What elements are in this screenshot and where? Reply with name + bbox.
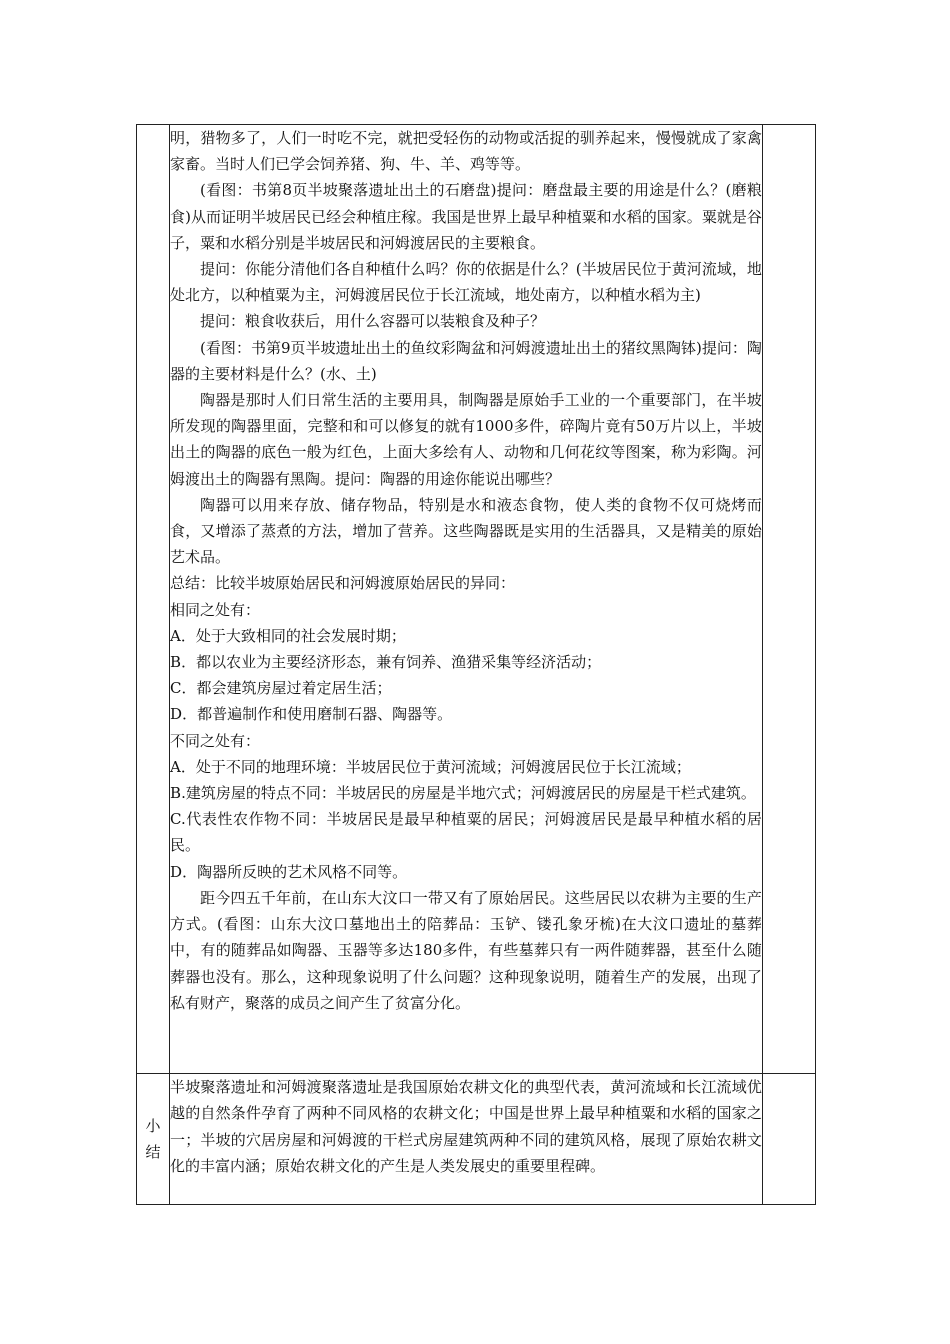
list-item-difference-d: D．陶器所反映的艺术风格不同等。 xyxy=(170,862,408,881)
paragraph-container-question: 提问：粮食收获后，用什么容器可以装粮食及种子？ xyxy=(200,312,546,331)
lesson-content-row xyxy=(137,125,816,1074)
list-item-similarity-a: A．处于大致相同的社会发展时期； xyxy=(170,626,406,645)
paragraph-millstone: (看图：书第8页半坡聚落遗址出土的石磨盘)提问：磨盘最主要的用途是什么？(磨粮食)从而证明半坡居民已经会种植庄稼。我国是世界上最早种植粟和水稻的国家。粟就是谷子，粟和水稻分别是半坡居民和河姆渡居民的主要粮食。 xyxy=(170,181,762,252)
summary-text: 半坡聚落遗址和河姆渡聚落遗址是我国原始农耕文化的典型代表，黄河流域和长江流域优越的自然条件孕育了两种不同风格的农耕文化；中国是世界上最早种植粟和水稻的国家之一；半坡的穴居房屋和河姆渡的干栏式房屋建筑两种不同的建筑风格，展现了原始农耕文化的丰富内涵；原始农耕文化的产生是人类发展史的重要里程碑。 xyxy=(170,1078,762,1176)
notes-cell-empty xyxy=(762,125,815,1074)
summary-row xyxy=(137,1074,816,1205)
paragraph-similarities-heading: 相同之处有： xyxy=(170,600,261,619)
paragraph-pottery-uses: 陶器可以用来存放、储存物品，特别是水和液态食物，使人类的食物不仅可烧烤而食，又增添了蒸煮的方法，增加了营养。这些陶器既是实用的生活器具，又是精美的原始艺术品。 xyxy=(170,495,762,567)
paragraph-crops-question: 提问：你能分清他们各自种植什么吗？你的依据是什么？(半坡居民位于黄河流域，地处北方，以种植粟为主，河姆渡居民位于长江流域，地处南方，以种植水稻为主) xyxy=(170,260,762,305)
summary-label-cell xyxy=(137,1074,170,1205)
summary-notes-cell-empty xyxy=(762,1074,815,1205)
summary-content-cell xyxy=(170,1074,763,1205)
list-item-similarity-d: D．都普遍制作和使用磨制石器、陶器等。 xyxy=(170,705,453,724)
lesson-content-cell xyxy=(170,125,763,1074)
paragraph-pottery-picture: (看图：书第9页半坡遗址出土的鱼纹彩陶盆和河姆渡遗址出土的猪纹黑陶钵)提问：陶器的主要材料是什么？(水、土) xyxy=(170,338,762,383)
paragraph-domestication: 明，猎物多了，人们一时吃不完，就把受轻伤的动物或活捉的驯养起来，慢慢就成了家禽家畜。当时人们已学会饲养猪、狗、牛、羊、鸡等等。 xyxy=(170,129,762,174)
list-item-difference-b: B.建筑房屋的特点不同：半坡居民的房屋是半地穴式；河姆渡居民的房屋是干栏式建筑。 xyxy=(170,784,756,803)
list-item-difference-c: C.代表性农作物不同：半坡居民是最早种植粟的居民；河姆渡居民是最早种植水稻的居民。 xyxy=(170,810,762,855)
list-item-similarity-c: C．都会建筑房屋过着定居生活； xyxy=(170,679,392,698)
summary-label-char-1: 小 xyxy=(145,1116,161,1135)
summary-label-char-2: 结 xyxy=(145,1143,161,1161)
list-item-similarity-b: B．都以农业为主要经济形态，兼有饲养、渔猎采集等经济活动； xyxy=(170,653,602,672)
paragraph-dawenkou: 距今四五千年前，在山东大汶口一带又有了原始居民。这些居民以农耕为主要的生产方式。(看图：山东大汶口墓地出土的陪葬品：玉铲、镂孔象牙梳)在大汶口遗址的墓葬中，有的随葬品如陶器、玉器等多达180多件，有些墓葬只有一两件随葬器，甚至什么随葬器也没有。那么，这种现象说明了什么问题？这种现象说明，随着生产的发展，出现了私有财产，聚落的成员之间产生了贫富分化。 xyxy=(170,888,762,1012)
row-label-cell-empty xyxy=(137,125,170,1074)
paragraph-pottery-description: 陶器是那时人们日常生活的主要用具，制陶器是原始手工业的一个重要部门，在半坡所发现的陶器里面，完整和和可以修复的就有1000多件，碎陶片竟有50万片以上，半坡出土的陶器的底色一般为红色，上面大多绘有人、动物和几何花纹等图案，称为彩陶。河姆渡出土的陶器有黑陶。提问：陶器的用途你能说出哪些？ xyxy=(170,391,762,488)
paragraph-comparison-heading: 总结：比较半坡原始居民和河姆渡原始居民的异同： xyxy=(170,574,516,593)
lesson-table xyxy=(136,124,816,1205)
list-item-difference-a: A．处于不同的地理环境：半坡居民位于黄河流域；河姆渡居民位于长江流域； xyxy=(170,757,691,776)
paragraph-differences-heading: 不同之处有： xyxy=(170,731,261,750)
